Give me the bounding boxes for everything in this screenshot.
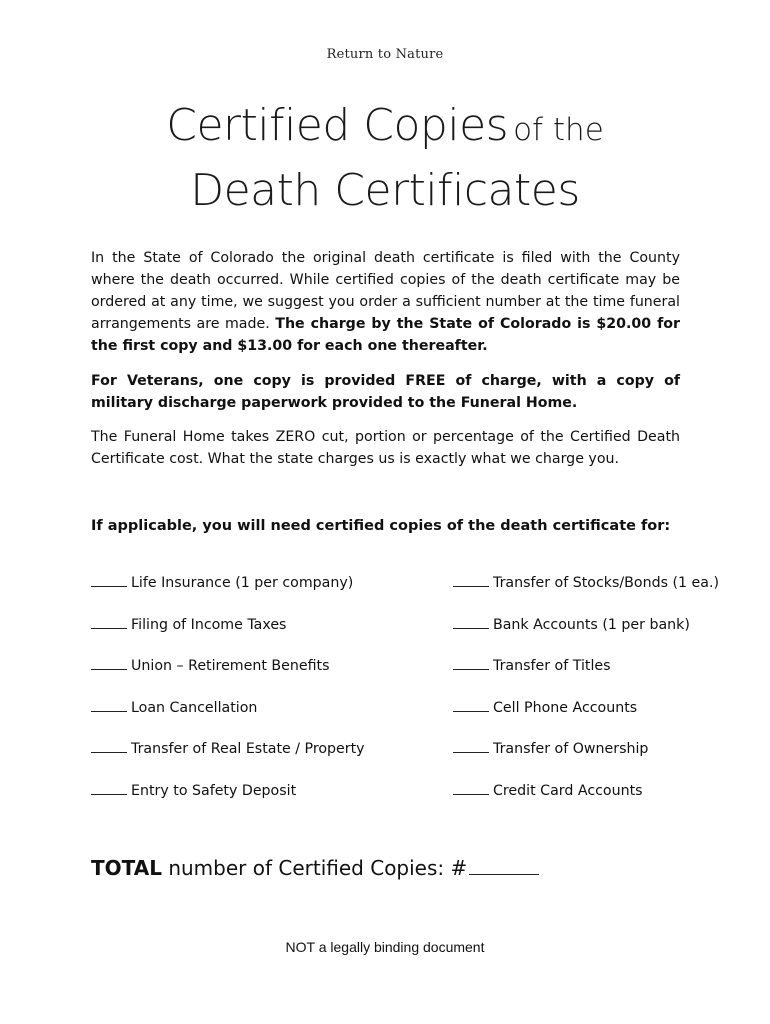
checklist-item [91, 783, 296, 799]
checklist-item-label: Bank Accounts (1 per bank) [493, 616, 690, 633]
checklist-item [91, 741, 365, 757]
checklist-row [91, 575, 751, 617]
blank-line[interactable] [91, 711, 127, 712]
total-label: TOTAL [91, 856, 162, 880]
veterans-paragraph: For Veterans, one copy is provided FREE of charge, with a copy of military discharge paperwork provided to the Funeral Home. [91, 373, 680, 411]
blank-line[interactable] [453, 752, 489, 753]
checklist-item-label: Transfer of Titles [493, 658, 611, 674]
total-text: number of Certified Copies: # [168, 856, 468, 880]
checklist-item [453, 783, 643, 799]
checklist-item [453, 575, 719, 591]
section-heading: If applicable, you will need certified copies of the death certificate for: [91, 518, 671, 534]
checklist-item [453, 700, 637, 716]
checklist-item [453, 617, 690, 633]
title-main: Certified Copies [166, 100, 509, 151]
checklist-row [91, 617, 751, 659]
checklist-row [91, 741, 751, 783]
checklist-row [91, 783, 751, 825]
checklist-item [453, 658, 611, 674]
checklist-item [91, 575, 353, 591]
blank-line[interactable] [91, 586, 127, 587]
checklist-row [91, 658, 751, 700]
checklist-item-label: Transfer of Real Estate / Property [131, 741, 365, 757]
checklist-item-label: Cell Phone Accounts [493, 699, 638, 716]
checklist-item [91, 617, 286, 633]
blank-line[interactable] [453, 711, 489, 712]
blank-line[interactable] [91, 794, 127, 795]
checklist-item [91, 700, 257, 716]
blank-line[interactable] [91, 669, 127, 670]
checklist-item-label: Union – Retirement Benefits [131, 658, 330, 674]
title-line-1 [0, 98, 770, 163]
checklist-item [453, 741, 648, 757]
title-connector: of the [513, 112, 604, 148]
blank-line[interactable] [453, 628, 489, 629]
charge-text: The charge by the State of Colorado is $20.00 for the first copy and $13.00 for each one thereafter. [91, 316, 680, 354]
intro-paragraph [91, 247, 680, 357]
footer-disclaimer: NOT a legally binding document [285, 939, 485, 955]
blank-line[interactable] [91, 752, 127, 753]
total-blank-line[interactable] [469, 874, 539, 875]
blank-line[interactable] [453, 669, 489, 670]
checklist-item-label: Transfer of Ownership [493, 741, 649, 757]
title-second-line: Death Certificates [190, 165, 580, 216]
checklist-item-label: Transfer of Stocks/Bonds (1 ea.) [493, 575, 720, 591]
checklist-item-label: Life Insurance (1 per company) [131, 575, 354, 591]
blank-line[interactable] [453, 794, 489, 795]
cost-paragraph: The Funeral Home takes ZERO cut, portion or percentage of the Certified Death Certificate cost. What the state charges us is exactly what we charge you. [91, 429, 680, 467]
checklist-item-label: Loan Cancellation [131, 699, 258, 716]
page-title [0, 98, 770, 228]
checklist-item-label: Filing of Income Taxes [131, 616, 287, 633]
checklist-row [91, 700, 751, 742]
checklist-item [91, 658, 330, 674]
total-line [91, 856, 539, 880]
intro-text: In the State of Colorado the original death certificate is filed with the County where the death occurred. While certified copies of the death certificate may be ordered at any time, we suggest you order a sufficient number at the time funeral arrangements are made. [91, 250, 680, 332]
blank-line[interactable] [453, 586, 489, 587]
title-line-2 [0, 163, 770, 228]
header-note: Return to Nature [326, 47, 444, 62]
blank-line[interactable] [91, 628, 127, 629]
checklist-item-label: Credit Card Accounts [493, 782, 643, 799]
checklist [91, 575, 751, 824]
checklist-item-label: Entry to Safety Deposit [131, 782, 297, 799]
